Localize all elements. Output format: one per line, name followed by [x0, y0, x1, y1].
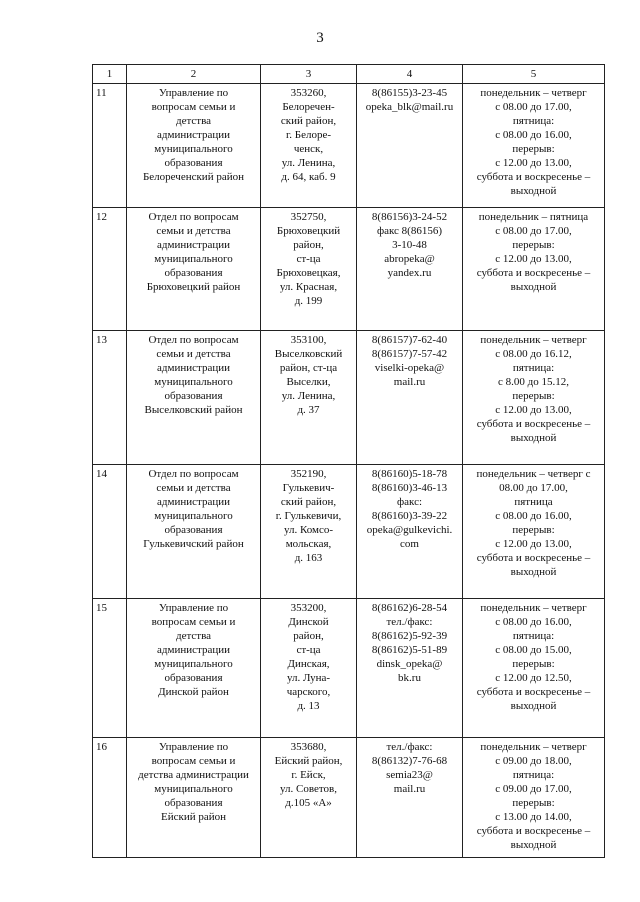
address-line: район, ст-ца	[279, 362, 338, 374]
organization-line: муниципального	[154, 658, 233, 670]
organization-line: Управление по	[158, 741, 229, 753]
address-line: ул. Луна-	[286, 672, 331, 684]
contacts-line: abropeka@	[384, 253, 435, 265]
header-cell: 3	[261, 65, 357, 84]
organization-line: образования	[164, 524, 223, 536]
contacts-line: 8(86156)3-24-52	[371, 211, 448, 223]
working-hours-cell	[463, 738, 605, 858]
contacts-line: факс 8(86156)	[376, 225, 443, 237]
contacts-line: 8(86162)5-92-39	[371, 630, 448, 642]
organization-line: Гулькевичский район	[143, 538, 244, 550]
address-line: г. Ейск,	[291, 769, 326, 781]
contacts-line: semia23@	[386, 769, 433, 781]
working-hours-line: с 09.00 до 18.00,	[495, 755, 572, 767]
contacts-line: 8(86162)5-51-89	[371, 644, 448, 656]
contacts-line: тел./факс:	[386, 616, 433, 628]
working-hours-line: пятница:	[512, 362, 555, 374]
address-line: Выселки,	[286, 376, 331, 388]
working-hours-line: суббота и воскресенье –	[476, 171, 591, 183]
organization-cell	[127, 84, 261, 208]
address-line: д.105 «А»	[285, 797, 332, 809]
organization-line: Выселковский район	[144, 404, 243, 416]
organization-line: вопросам семьи и	[151, 755, 236, 767]
address-cell	[261, 465, 357, 599]
working-hours-line: с 08.00 до 17.00,	[495, 225, 572, 237]
table-row	[93, 331, 605, 465]
address-line: ст-ца	[296, 644, 321, 656]
address-line: Динской	[288, 616, 329, 628]
working-hours-line: пятница:	[512, 115, 555, 127]
working-hours-line: перерыв:	[512, 524, 555, 536]
working-hours-line: с 08.00 до 15.00,	[495, 644, 572, 656]
organization-line: детства администрации	[138, 769, 249, 781]
organization-line: муниципального	[154, 376, 233, 388]
organization-line: семьи и детства	[156, 482, 231, 494]
working-hours-line: с 8.00 до 15.12,	[498, 376, 569, 388]
address-line: Ейский район,	[274, 755, 343, 767]
contacts-line: opeka@gulkevichi.	[366, 524, 453, 536]
address-line: д. 199	[294, 295, 323, 307]
working-hours-line: с 08.00 до 16.00,	[495, 616, 572, 628]
working-hours-cell	[463, 331, 605, 465]
row-number-cell: 16	[93, 738, 127, 858]
organization-line: образования	[164, 672, 223, 684]
working-hours-line: перерыв:	[512, 239, 555, 251]
organization-line: семьи и детства	[156, 225, 231, 237]
organization-line: муниципального	[154, 510, 233, 522]
address-line: ул. Ленина,	[281, 157, 336, 169]
contacts-line: 8(86160)3-39-22	[371, 510, 448, 522]
organization-cell	[127, 738, 261, 858]
working-hours-line: выходной	[510, 566, 557, 578]
working-hours-cell	[463, 208, 605, 331]
address-line: Брюховецкая,	[276, 267, 341, 279]
address-line: д. 37	[297, 404, 320, 416]
address-cell	[261, 738, 357, 858]
contacts-line: 8(86157)7-62-40	[371, 334, 448, 346]
address-line: Гулькевич-	[282, 482, 335, 494]
address-line: Белоречен-	[282, 101, 335, 113]
table-row	[93, 84, 605, 208]
contacts-line: mail.ru	[393, 783, 426, 795]
organization-line: семьи и детства	[156, 348, 231, 360]
working-hours-line: с 13.00 до 14.00,	[495, 811, 572, 823]
organization-line: муниципального	[154, 253, 233, 265]
working-hours-line: пятница:	[512, 630, 555, 642]
working-hours-line: перерыв:	[512, 390, 555, 402]
working-hours-line: перерыв:	[512, 143, 555, 155]
address-line: ул. Советов,	[280, 783, 337, 795]
contacts-line: 8(86155)3-23-45	[371, 87, 448, 99]
working-hours-line: выходной	[510, 185, 557, 197]
address-line: г. Гулькевичи,	[275, 510, 342, 522]
organization-line: образования	[164, 390, 223, 402]
contacts-line: тел./факс:	[386, 741, 433, 753]
organization-line: администрации	[157, 644, 230, 656]
row-number-cell: 14	[93, 465, 127, 599]
table-row	[93, 465, 605, 599]
organization-line: Ейский район	[160, 811, 226, 823]
row-number-cell: 15	[93, 599, 127, 738]
contacts-line: 8(86160)3-46-13	[371, 482, 448, 494]
address-line: мольская,	[285, 538, 332, 550]
address-line: ст-ца	[296, 253, 321, 265]
working-hours-line: с 08.00 до 16.00,	[495, 510, 572, 522]
working-hours-line: с 08.00 до 17.00,	[495, 101, 572, 113]
organization-line: администрации	[157, 129, 230, 141]
address-line: ул. Комсо-	[283, 524, 334, 536]
address-cell	[261, 84, 357, 208]
organization-line: вопросам семьи и	[151, 101, 236, 113]
address-line: 352190,	[290, 468, 327, 480]
working-hours-line: с 12.00 до 12.50,	[495, 672, 572, 684]
working-hours-cell	[463, 599, 605, 738]
row-number-cell: 12	[93, 208, 127, 331]
working-hours-line: выходной	[510, 281, 557, 293]
row-number-cell: 13	[93, 331, 127, 465]
organization-line: образования	[164, 157, 223, 169]
working-hours-line: понедельник – пятница	[478, 211, 589, 223]
contacts-line: 8(86160)5-18-78	[371, 468, 448, 480]
working-hours-line: суббота и воскресенье –	[476, 686, 591, 698]
contacts-line: viselki-opeka@	[374, 362, 445, 374]
row-number-cell: 11	[93, 84, 127, 208]
working-hours-line: выходной	[510, 432, 557, 444]
address-line: г. Белоре-	[285, 129, 331, 141]
contacts-line: dinsk_opeka@	[376, 658, 443, 670]
working-hours-line: с 12.00 до 13.00,	[495, 404, 572, 416]
working-hours-line: понедельник – четверг	[480, 87, 587, 99]
address-line: д. 163	[294, 552, 323, 564]
organization-cell	[127, 208, 261, 331]
working-hours-line: выходной	[510, 839, 557, 851]
address-line: Брюховецкий	[276, 225, 341, 237]
working-hours-cell	[463, 84, 605, 208]
address-line: ский район,	[280, 115, 337, 127]
working-hours-line: с 08.00 до 16.00,	[495, 129, 572, 141]
working-hours-line: понедельник – четверг	[480, 334, 587, 346]
working-hours-line: 08.00 до 17.00,	[499, 482, 568, 494]
table-row	[93, 738, 605, 858]
address-line: ский район,	[280, 496, 337, 508]
address-line: 353100,	[290, 334, 327, 346]
organization-line: детства	[175, 115, 212, 127]
contacts-cell	[357, 84, 463, 208]
organization-line: Отдел по вопросам	[148, 334, 239, 346]
address-cell	[261, 208, 357, 331]
address-line: 352750,	[290, 211, 327, 223]
address-line: Выселковский	[274, 348, 343, 360]
working-hours-line: понедельник – четверг с	[476, 468, 591, 480]
contacts-cell	[357, 465, 463, 599]
contacts-line: com	[400, 538, 419, 550]
table-row	[93, 208, 605, 331]
organization-line: администрации	[157, 239, 230, 251]
header-cell: 5	[463, 65, 605, 84]
organizations-table	[92, 64, 605, 858]
organization-line: Управление по	[158, 87, 229, 99]
contacts-line: yandex.ru	[387, 267, 432, 279]
contacts-cell	[357, 208, 463, 331]
contacts-cell	[357, 331, 463, 465]
address-line: район,	[293, 630, 324, 642]
working-hours-line: пятница:	[512, 769, 555, 781]
working-hours-line: суббота и воскресенье –	[476, 418, 591, 430]
working-hours-line: пятница	[514, 496, 553, 508]
organization-cell	[127, 465, 261, 599]
table-row	[93, 599, 605, 738]
working-hours-line: с 09.00 до 17.00,	[495, 783, 572, 795]
address-line: д. 64, каб. 9	[281, 171, 336, 183]
working-hours-line: суббота и воскресенье –	[476, 552, 591, 564]
contacts-line: 8(86162)6-28-54	[371, 602, 448, 614]
header-cell: 1	[93, 65, 127, 84]
address-line: д. 13	[297, 700, 320, 712]
organization-line: детства	[175, 630, 212, 642]
address-line: Динская,	[287, 658, 330, 670]
organization-line: администрации	[157, 362, 230, 374]
address-cell	[261, 331, 357, 465]
header-cell: 4	[357, 65, 463, 84]
address-line: ул. Красная,	[279, 281, 338, 293]
contacts-cell	[357, 599, 463, 738]
organization-line: Отдел по вопросам	[148, 211, 239, 223]
organization-line: Динской район	[158, 686, 229, 698]
working-hours-line: суббота и воскресенье –	[476, 825, 591, 837]
organization-cell	[127, 599, 261, 738]
organization-line: образования	[164, 267, 223, 279]
organization-line: администрации	[157, 496, 230, 508]
working-hours-line: перерыв:	[512, 658, 555, 670]
page-number: 3	[316, 30, 324, 46]
address-line: чарского,	[286, 686, 331, 698]
organization-cell	[127, 331, 261, 465]
working-hours-line: понедельник – четверг	[480, 741, 587, 753]
contacts-line: bk.ru	[398, 672, 421, 684]
address-cell	[261, 599, 357, 738]
contacts-line: 8(86132)7-76-68	[371, 755, 448, 767]
address-line: 353260,	[290, 87, 327, 99]
address-line: ченск,	[293, 143, 324, 155]
organization-line: Брюховецкий район	[146, 281, 241, 293]
working-hours-line: с 08.00 до 16.12,	[495, 348, 572, 360]
working-hours-line: суббота и воскресенье –	[476, 267, 591, 279]
working-hours-line: перерыв:	[512, 797, 555, 809]
working-hours-line: понедельник – четверг	[480, 602, 587, 614]
contacts-line: 8(86157)7-57-42	[371, 348, 448, 360]
organization-line: образования	[164, 797, 223, 809]
organization-line: муниципального	[154, 143, 233, 155]
organization-line: вопросам семьи и	[151, 616, 236, 628]
contacts-line: факс:	[396, 496, 423, 508]
address-line: 353200,	[290, 602, 327, 614]
organization-line: Белореченский район	[142, 171, 244, 183]
organization-line: муниципального	[154, 783, 233, 795]
working-hours-line: с 12.00 до 13.00,	[495, 253, 572, 265]
address-line: 353680,	[290, 741, 327, 753]
working-hours-line: с 12.00 до 13.00,	[495, 157, 572, 169]
organization-line: Управление по	[158, 602, 229, 614]
address-line: ул. Ленина,	[281, 390, 336, 402]
working-hours-line: выходной	[510, 700, 557, 712]
organization-line: Отдел по вопросам	[148, 468, 239, 480]
contacts-line: 3-10-48	[392, 239, 427, 251]
table-header-row	[93, 65, 605, 84]
contacts-cell	[357, 738, 463, 858]
working-hours-line: с 12.00 до 13.00,	[495, 538, 572, 550]
working-hours-cell	[463, 465, 605, 599]
contacts-line: mail.ru	[393, 376, 426, 388]
address-line: район,	[293, 239, 324, 251]
header-cell: 2	[127, 65, 261, 84]
contacts-line: opeka_blk@mail.ru	[365, 101, 454, 113]
